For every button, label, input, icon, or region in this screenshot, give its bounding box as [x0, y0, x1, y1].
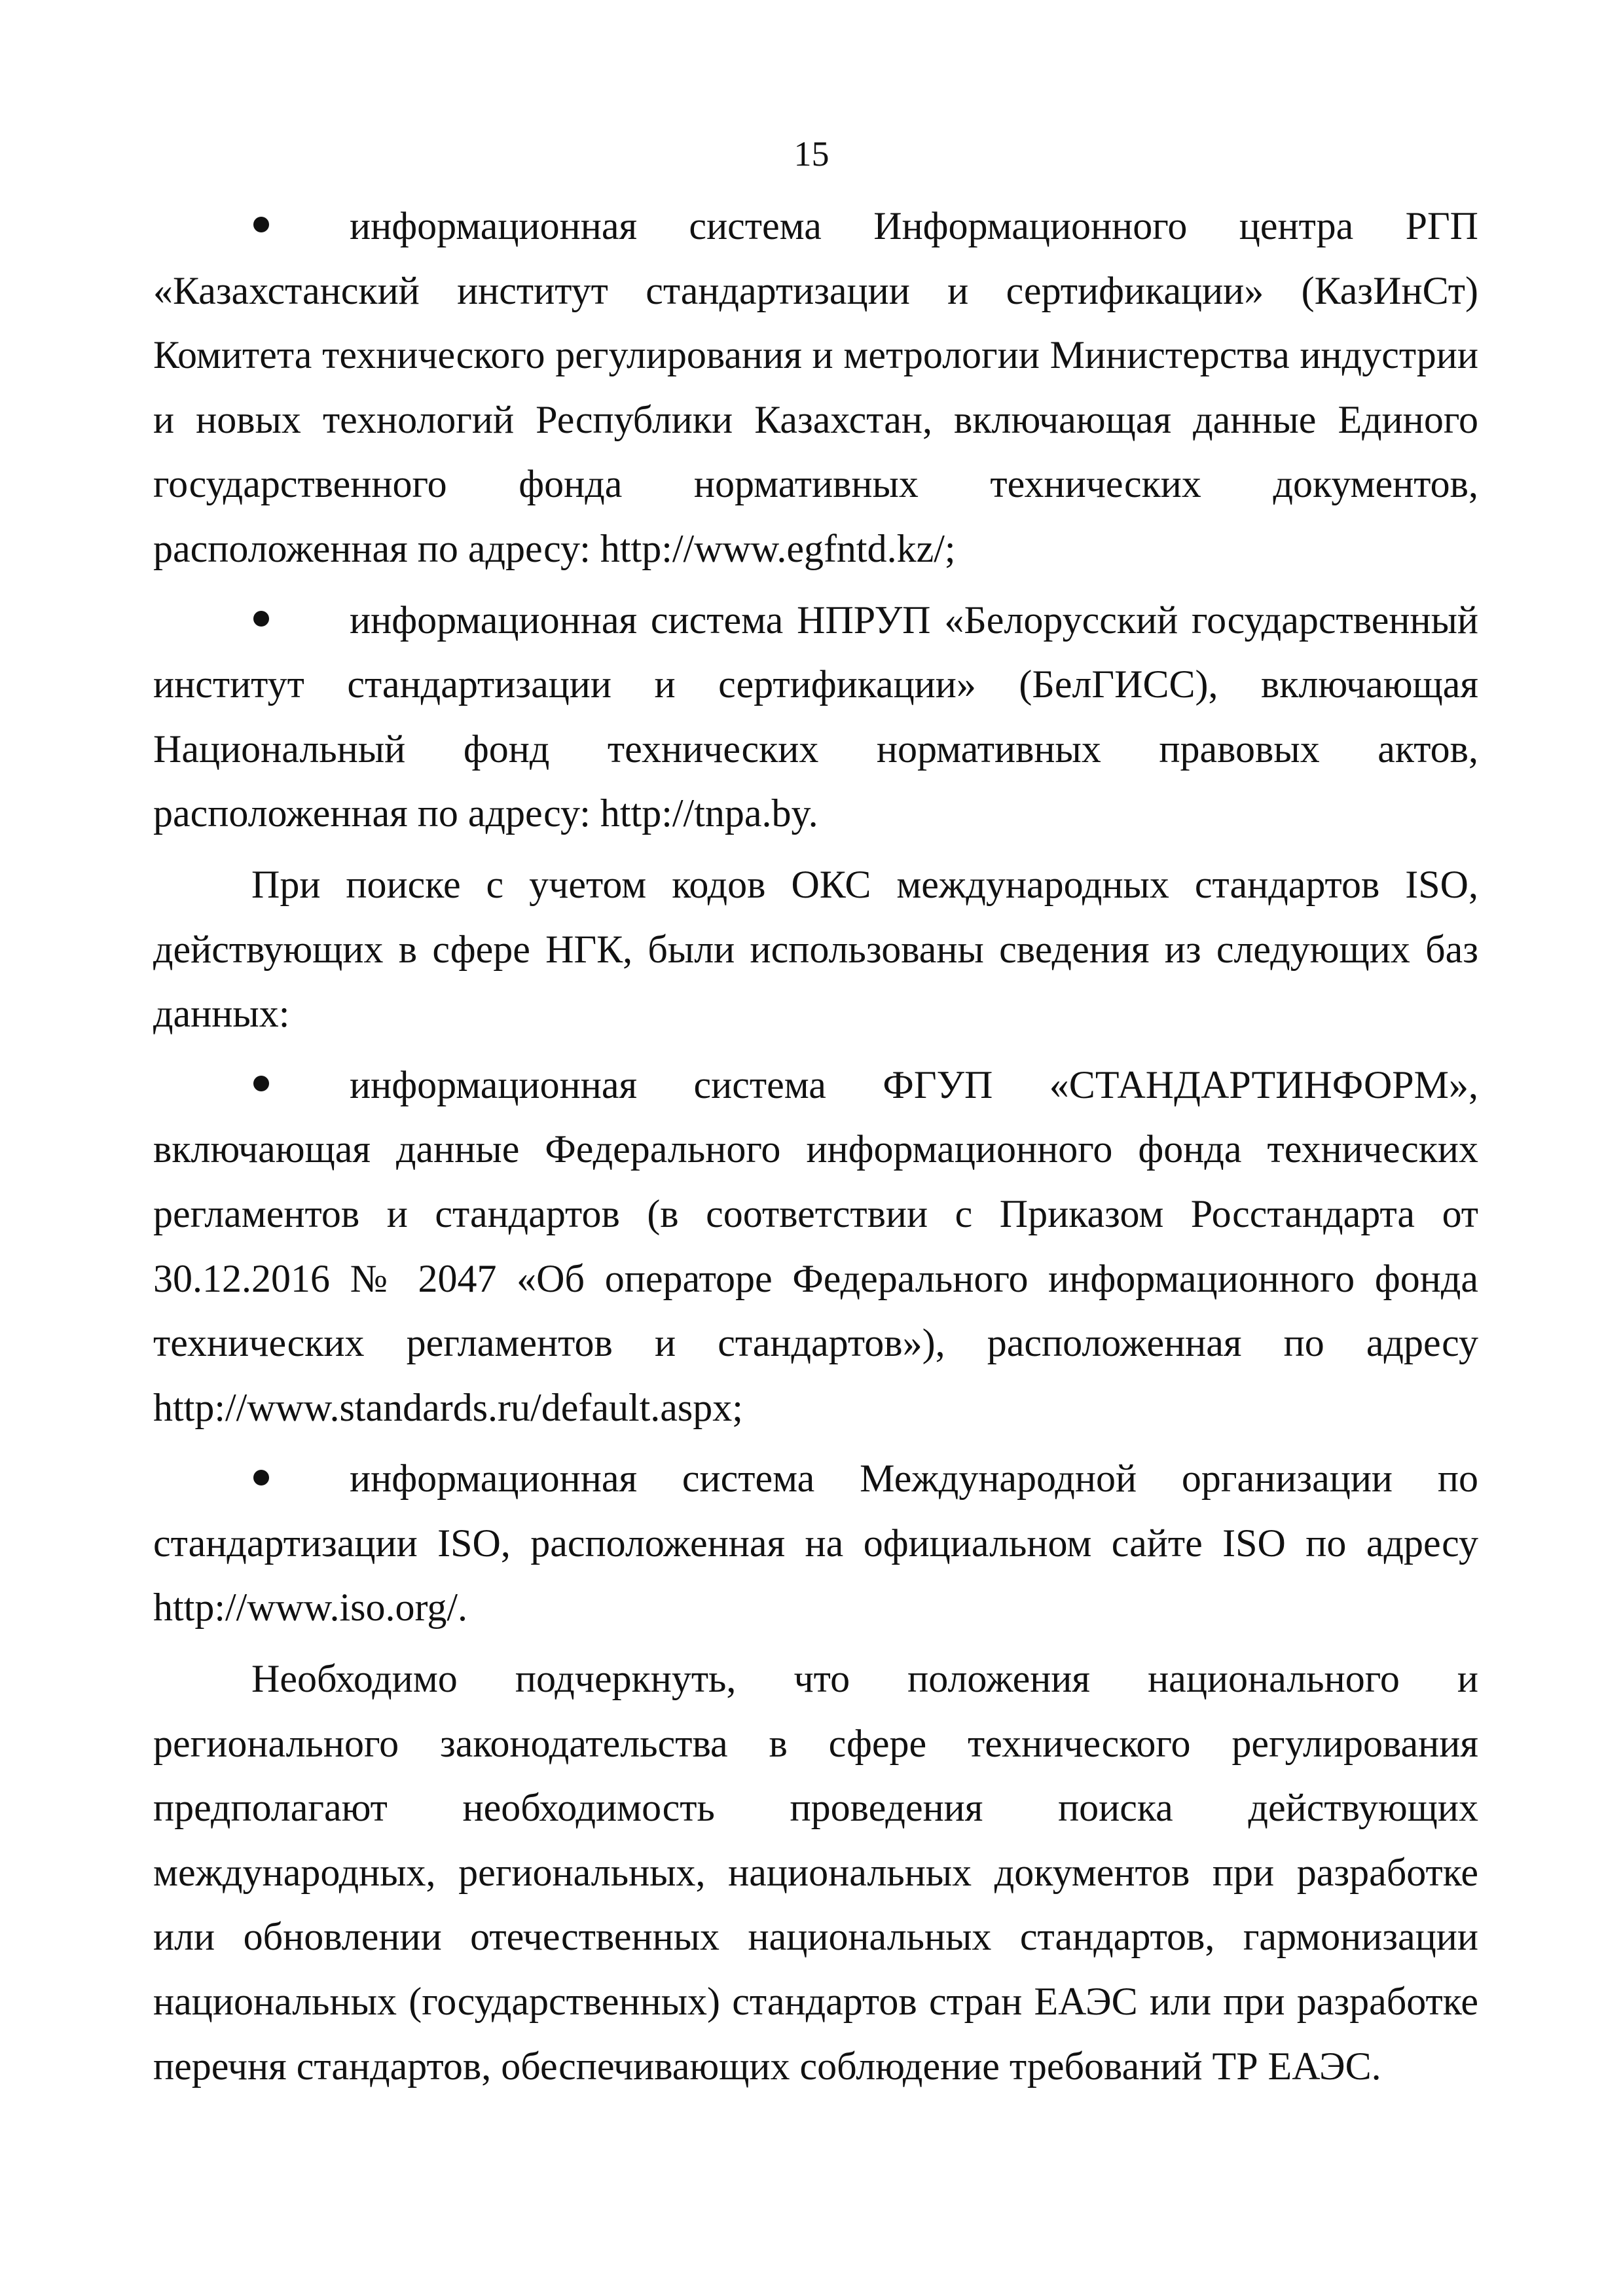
- list-item: [153, 588, 1478, 846]
- paragraph: Необходимо подчеркнуть, что положения национального и регионального законодательства в сфере технического регулирования предполагают необходимость проведения поиска действующих международных, региональных, национальных документов при разработке или обновлении отечественных национальных стандартов, гармонизации национальных (государственных) стандартов стран ЕАЭС или при разработке перечня стандартов, обеспечивающих соблюдение требований ТР ЕАЭС.: [153, 1657, 1478, 2088]
- bullet-icon: [251, 1053, 271, 1118]
- list-item-text: информационная система ФГУП «СТАНДАРТИНФОРМ», включающая данные Федерального информационного фонда технических регламентов и стандартов (в соответствии с Приказом Росстандарта от 30.12.2016 № 2047 «Об операторе Федерального информационного фонда технических регламентов и стандартов»), расположенная по адресу http://www.standards.ru/default.aspx;: [153, 1063, 1478, 1429]
- document-body: [153, 194, 1478, 2098]
- bullet-icon: [251, 588, 271, 653]
- bullet-icon: [251, 1446, 271, 1511]
- list-item: [153, 1446, 1478, 1640]
- page-number: 15: [793, 134, 830, 173]
- list-item: [153, 194, 1478, 581]
- list-item: [153, 1053, 1478, 1440]
- list-item-text: информационная система Международной организации по стандартизации ISO, расположенная на официальном сайте ISO по адресу http://www.iso.org/.: [153, 1457, 1478, 1630]
- bullet-icon: [251, 194, 271, 259]
- paragraph: При поиске с учетом кодов ОКС международных стандартов ISO, действующих в сфере НГК, были использованы сведения из следующих баз данных:: [153, 862, 1478, 1036]
- list-item-text: информационная система Информационного центра РГП «Казахстанский институт стандартизации и сертификации» (КазИнСт) Комитета технического регулирования и метрологии Министерства индустрии и новых технологий Республики Казахстан, включающая данные Единого государственного фонда нормативных технических документов, расположенная по адресу: http://www.egfntd.kz/;: [153, 204, 1478, 570]
- list-item-text: информационная система НПРУП «Белорусский государственный институт стандартизации и сертификации» (БелГИСС), включающая Национальный фонд технических нормативных правовых актов, расположенная по адресу: http://tnpa.by.: [153, 598, 1478, 835]
